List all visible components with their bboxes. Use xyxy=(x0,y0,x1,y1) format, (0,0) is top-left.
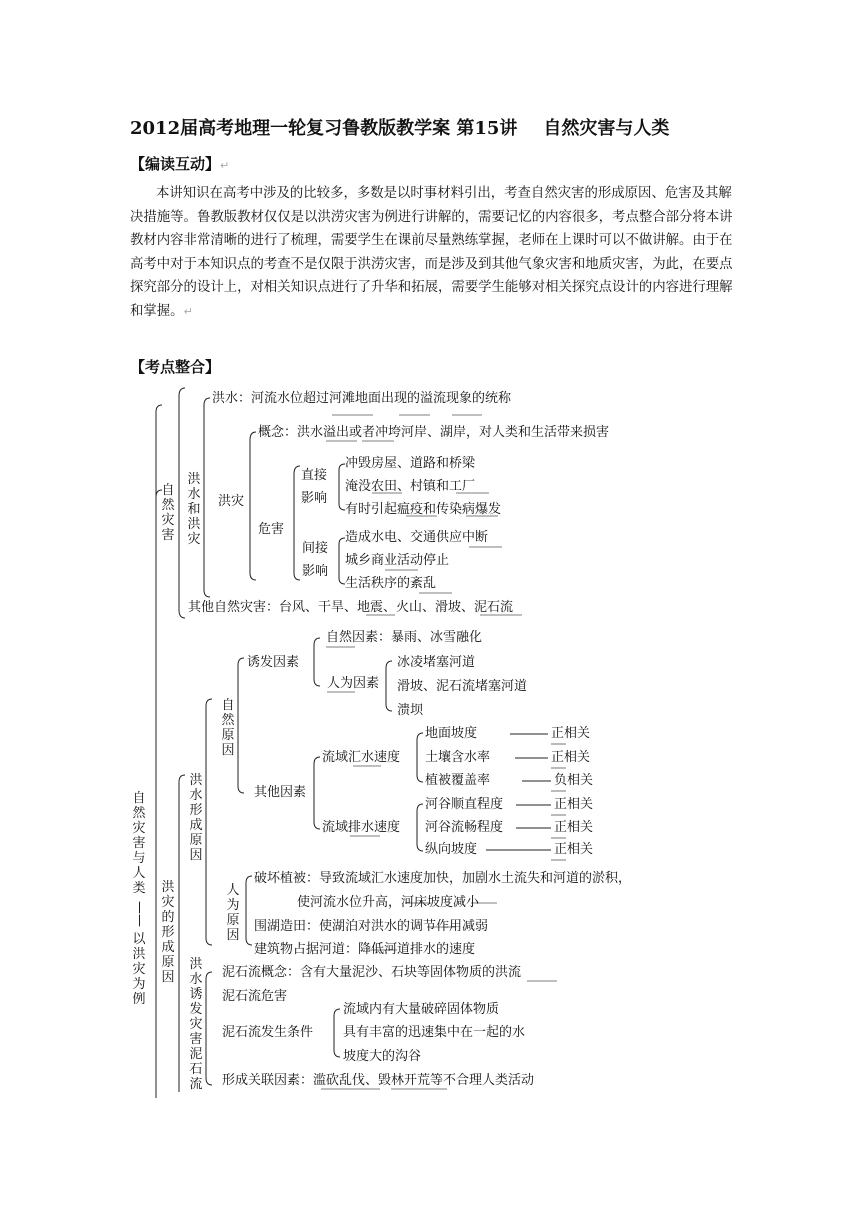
map-branch-flood-and-disaster: 洪 水 和 洪 灾 xyxy=(187,472,201,547)
map-confluence-item: 植被覆盖率 xyxy=(425,773,491,788)
map-human-factor: 人为因素 xyxy=(327,676,380,691)
map-human-factor-item: 滑坡、泥石流堵塞河道 xyxy=(397,679,528,694)
title-topic: 自然灾害与人类 xyxy=(543,118,670,139)
map-drainage-item: 纵向坡度 xyxy=(425,842,478,857)
map-indirect-item: 城乡商业活动停止 xyxy=(345,553,450,568)
map-harm: 危害 xyxy=(258,522,285,537)
map-flood-definition: 洪水：河流水位超过河滩地面出现的溢流现象的统称 xyxy=(212,391,512,406)
map-branch-natural-disaster: 自 然 灾 害 xyxy=(161,483,175,543)
map-condition-item: 坡度大的沟谷 xyxy=(343,1049,422,1064)
map-other-factors: 其他因素 xyxy=(254,785,307,800)
section-reading-heading: 【编读互动】↵ xyxy=(130,155,230,173)
map-branch-debris-flow: 洪 水 诱 发 灾 害 泥 石 流 xyxy=(189,957,203,1092)
map-drainage-item: 河谷顺直程度 xyxy=(425,797,504,812)
intro-paragraph: 本讲知识在高考中涉及的比较多，多数是以时事材料引出，考查自然灾害的形成原因、危害及其解决措施等。鲁教版教材仅仅是以洪涝灾害为例进行讲解的，需要记忆的内容很多，考点整合部分将本讲教材内容非常清晰的进行了梳理，需要学生在课前尽量熟练掌握，老师在上课时可以不做讲解。由于在高考中对于本知识点的考查不是仅限于洪涝灾害，而是涉及到其他气象灾害和地质灾害，为此，在要点探究部分的设计上，对相关知识点进行了升华和拓展，需要学生能够对相关探究点设计的内容进行理解和掌握。↵ xyxy=(130,186,733,319)
map-confluence-speed: 流域汇水速度 xyxy=(322,750,401,765)
map-vegetation-damage: 破坏植被：导致流域汇水速度加快，加剧水土流失和河道的淤积， xyxy=(254,871,632,886)
map-drainage-speed: 流域排水速度 xyxy=(322,820,401,835)
map-root-label: 自 然 灾 害 与 人 类 —— 以 洪 灾 为 例 xyxy=(132,791,147,1007)
map-associated-factors: 形成关联因素：滥砍乱伐、毁林开荒等不合理人类活动 xyxy=(222,1073,535,1088)
map-building-occupation: 建筑物占据河道：降低河道排水的速度 xyxy=(254,942,476,957)
map-confluence-item: 土壤含水率 xyxy=(425,750,491,765)
map-indirect-item: 生活秩序的紊乱 xyxy=(345,576,437,591)
map-condition-item: 具有丰富的迅速集中在一起的水 xyxy=(343,1025,526,1040)
map-flood-disaster: 洪灾 xyxy=(218,494,245,509)
map-confluence-item: 地面坡度 xyxy=(425,726,478,741)
map-natural-causes: 自 然 原 因 xyxy=(221,698,235,758)
map-direct-item: 淹没农田、村镇和工厂 xyxy=(345,479,476,494)
map-correlation: 正相关 xyxy=(554,842,594,857)
map-correlation: 正相关 xyxy=(551,750,591,765)
map-direct-item: 有时引起瘟疫和传染病爆发 xyxy=(345,502,502,517)
map-branch-flood-causes: 洪 灾 的 形 成 原 因 xyxy=(161,880,175,985)
map-direct-impact: 直接 影响 xyxy=(300,468,327,506)
map-indirect-item: 造成水电、交通供应中断 xyxy=(345,530,489,545)
title-main: 2012届高考地理一轮复习鲁教版教学案 第15讲 xyxy=(130,118,518,139)
map-correlation: 正相关 xyxy=(554,820,594,835)
map-correlation: 正相关 xyxy=(554,797,594,812)
map-drainage-item: 河谷流畅程度 xyxy=(425,820,504,835)
map-condition-item: 流域内有大量破碎固体物质 xyxy=(343,1002,500,1017)
map-debris-concept: 泥石流概念：含有大量泥沙、石块等固体物质的洪流 xyxy=(222,965,522,980)
map-human-causes: 人 为 原 因 xyxy=(226,883,240,943)
map-direct-item: 冲毁房屋、道路和桥梁 xyxy=(345,456,476,471)
map-correlation: 负相关 xyxy=(554,773,594,788)
map-vegetation-damage-cont: 使河流水位升高，河床坡度减小 xyxy=(297,895,480,910)
map-correlation: 正相关 xyxy=(551,726,591,741)
section-outline-heading: 【考点整合】 xyxy=(130,358,221,376)
map-flood-concept: 概念：洪水溢出或者冲垮河岸、湖岸，对人类和生活带来损害 xyxy=(258,425,610,440)
map-natural-factor: 自然因素：暴雨、冰雪融化 xyxy=(326,630,483,645)
map-debris-harm: 泥石流危害 xyxy=(222,989,288,1004)
map-lake-reclamation: 围湖造田：使湖泊对洪水的调节作用减弱 xyxy=(254,919,489,934)
map-human-factor-item: 溃坝 xyxy=(397,703,424,718)
map-trigger-factors: 诱发因素 xyxy=(247,655,300,670)
map-other-disasters: 其他自然灾害：台风、干旱、地震、火山、滑坡、泥石流 xyxy=(188,600,514,615)
map-indirect-impact: 间接 影响 xyxy=(301,541,328,579)
map-debris-conditions: 泥石流发生条件 xyxy=(222,1025,314,1040)
map-human-factor-item: 冰凌堵塞河道 xyxy=(397,655,476,670)
map-branch-flood-formation: 洪 水 形 成 原 因 xyxy=(189,773,203,863)
